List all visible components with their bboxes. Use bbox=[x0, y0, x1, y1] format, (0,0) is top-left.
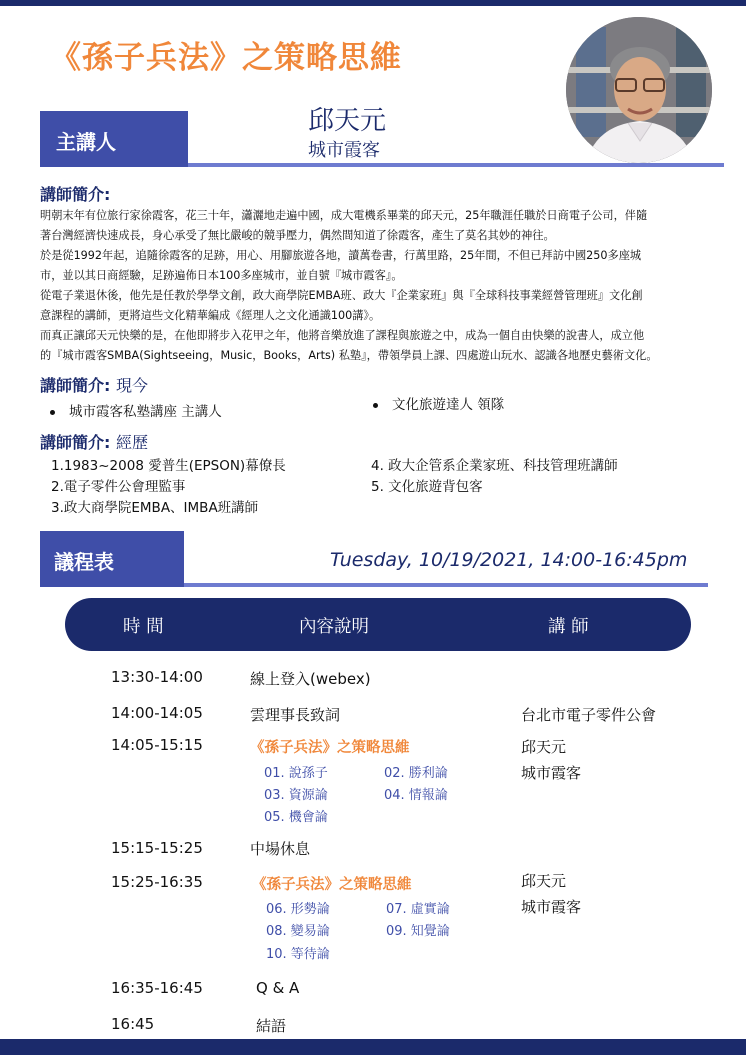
row-lecturer-title: 城市霞客 bbox=[521, 764, 582, 782]
row-content: 雲理事長致詞 bbox=[250, 706, 341, 724]
row-content: Q & A bbox=[256, 979, 300, 997]
row-time: 16:45 bbox=[111, 1015, 155, 1033]
row-time: 15:25-16:35 bbox=[111, 873, 203, 891]
speaker-name: 邱天元 bbox=[308, 106, 387, 136]
row-time: 14:05-15:15 bbox=[111, 736, 203, 754]
speaker-title: 城市霞客 bbox=[308, 140, 380, 161]
topic-item: 10. 等待論 bbox=[266, 947, 330, 962]
speaker-photo bbox=[566, 17, 712, 163]
bullet-icon bbox=[373, 403, 378, 408]
row-lecturer: 台北市電子零件公會 bbox=[521, 706, 657, 724]
row-time: 13:30-14:00 bbox=[111, 668, 203, 686]
speaker-divider bbox=[188, 163, 724, 167]
agenda-divider bbox=[184, 583, 708, 587]
bio-line: 市，並以其日商經驗，足跡遍佈日本100多座城市，並自號『城市霞客』。 bbox=[40, 269, 403, 282]
bullet-icon bbox=[50, 410, 55, 415]
row-lecturer: 邱天元 bbox=[521, 872, 567, 890]
experience-heading bbox=[40, 430, 148, 453]
row-time: 15:15-15:25 bbox=[111, 839, 203, 857]
topic-item: 07. 虛實論 bbox=[386, 902, 450, 917]
speaker-tab: 主講人 bbox=[40, 111, 188, 167]
column-header-content: 內容說明 bbox=[299, 617, 369, 637]
bio-line: 於是從1992年起，追隨徐霞客的足跡，用心、用腳旅遊各地，讀萬卷書，行萬里路，25年間，不但已拜訪中國250多座城 bbox=[40, 249, 642, 262]
current-item-text: 文化旅遊達人 領隊 bbox=[392, 397, 505, 413]
row-time: 16:35-16:45 bbox=[111, 979, 203, 997]
experience-item: 2.電子零件公會理監事 bbox=[51, 479, 186, 495]
row-content: 中場休息 bbox=[250, 840, 311, 858]
topic-item: 03. 資源論 bbox=[264, 788, 328, 803]
bio-line: 著台灣經濟快速成長，身心承受了無比嚴峻的競爭壓力，偶然間知道了徐霞客，產生了莫名其妙的神往。 bbox=[40, 229, 555, 242]
agenda-date: Tuesday, 10/19/2021, 14:00-16:45pm bbox=[330, 549, 688, 571]
topic-item: 01. 說孫子 bbox=[264, 766, 328, 781]
topic-item: 02. 勝利論 bbox=[384, 766, 448, 781]
current-item bbox=[50, 400, 222, 420]
current-item bbox=[373, 393, 504, 413]
experience-list-right bbox=[371, 456, 618, 498]
row-content-highlight: 《孫子兵法》之策略思維 bbox=[252, 877, 412, 893]
current-heading bbox=[40, 373, 148, 396]
bio-text bbox=[40, 206, 720, 366]
agenda-table-header bbox=[65, 598, 691, 651]
bio-line: 明朝末年有位旅行家徐霞客，花三十年，瀟灑地走遍中國，成大電機系畢業的邱天元，25年職涯任職於日商電子公司，伴隨 bbox=[40, 209, 648, 222]
top-border-bar bbox=[0, 0, 746, 6]
row-time: 14:00-14:05 bbox=[111, 704, 203, 722]
agenda-tab: 議程表 bbox=[40, 531, 184, 587]
topic-item: 08. 變易論 bbox=[266, 924, 330, 939]
page-title: 《孫子兵法》之策略思維 bbox=[50, 40, 402, 76]
column-header-lecturer: 講 師 bbox=[548, 617, 589, 637]
topic-item: 06. 形勢論 bbox=[266, 902, 330, 917]
experience-item: 4. 政大企管系企業家班、科技管理班講師 bbox=[371, 458, 618, 474]
topic-item: 05. 機會論 bbox=[264, 810, 328, 825]
experience-list-left bbox=[51, 456, 286, 519]
bio-heading: 講師簡介: bbox=[40, 185, 111, 204]
current-heading-sub: 現今 bbox=[115, 376, 148, 395]
column-header-time: 時 間 bbox=[123, 617, 164, 637]
row-content: 結語 bbox=[256, 1017, 287, 1035]
row-content: 線上登入(webex) bbox=[250, 670, 371, 688]
row-lecturer: 邱天元 bbox=[521, 738, 567, 756]
experience-item: 1.1983~2008 愛普生(EPSON)幕僚長 bbox=[51, 458, 286, 474]
row-content-highlight: 《孫子兵法》之策略思維 bbox=[250, 740, 410, 756]
experience-heading-sub: 經歷 bbox=[115, 433, 148, 452]
bio-line: 的『城市霞客SMBA(Sightseeing，Music，Books，Arts) 私塾』，帶領學員上課、四處遊山玩水、認識各地歷史藝術文化。 bbox=[40, 349, 658, 362]
current-heading-label: 講師簡介: bbox=[40, 376, 111, 395]
row-lecturer-title: 城市霞客 bbox=[521, 898, 582, 916]
topic-item: 04. 情報論 bbox=[384, 788, 448, 803]
bio-line: 意課程的講師，更將這些文化精華編成《經理人之文化通識100講》。 bbox=[40, 309, 381, 322]
experience-heading-label: 講師簡介: bbox=[40, 433, 111, 452]
experience-item: 5. 文化旅遊背包客 bbox=[371, 479, 483, 495]
topic-item: 09. 知覺論 bbox=[386, 924, 450, 939]
bio-line: 而真正讓邱天元快樂的是，在他即將步入花甲之年，他將音樂放進了課程與旅遊之中，成為一個自由快樂的說書人，成立他 bbox=[40, 329, 645, 342]
bottom-border-bar bbox=[0, 1039, 746, 1055]
experience-item: 3.政大商學院EMBA、IMBA班講師 bbox=[51, 500, 259, 516]
bio-line: 從電子業退休後，他先是任教於學學文創，政大商學院EMBA班、政大『企業家班』與『全球科技事業經營管理班』文化創 bbox=[40, 289, 643, 302]
current-item-text: 城市霞客私塾講座 主講人 bbox=[69, 404, 222, 420]
